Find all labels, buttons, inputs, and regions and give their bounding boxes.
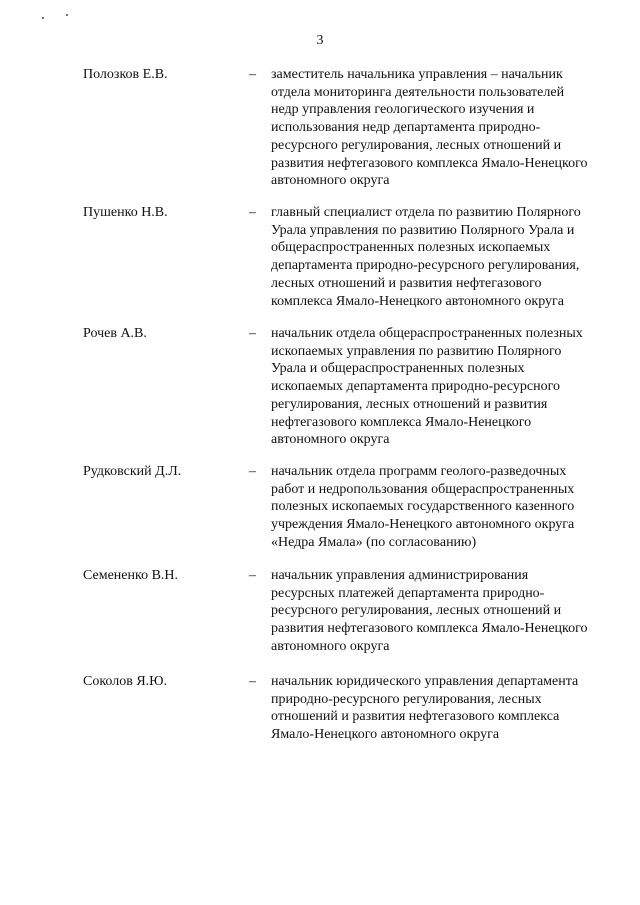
description-line: Урала управления по развитию Полярного Урала и bbox=[271, 222, 575, 238]
entry-description bbox=[271, 673, 578, 744]
entry-name: Рочев А.В. bbox=[83, 326, 147, 341]
description-line: ископаемых управления по развитию Полярного bbox=[271, 343, 562, 359]
description-line: начальник отдела программ геолого-разведочных bbox=[271, 464, 567, 479]
description-line: полезных ископаемых государственного казенного bbox=[271, 499, 575, 515]
entry-dash: – bbox=[249, 464, 256, 479]
entry-dash: – bbox=[249, 326, 256, 341]
entry-description bbox=[271, 66, 588, 190]
description-line: начальник юридического управления департамента bbox=[271, 674, 579, 689]
description-line: природно-ресурсного регулирования, лесных bbox=[271, 691, 542, 707]
description-line: развития нефтегазового комплекса Ямало-Ненецкого bbox=[271, 155, 588, 171]
entry-name: Соколов Я.Ю. bbox=[83, 674, 168, 689]
description-line: начальник управления администрирования bbox=[271, 568, 529, 583]
entry-name: Рудковский Д.Л. bbox=[83, 464, 182, 479]
description-line: комплекса Ямало-Ненецкого автономного округа bbox=[271, 293, 564, 309]
scan-speck bbox=[42, 17, 44, 19]
description-line: учреждения Ямало-Ненецкого автономного округа bbox=[271, 517, 575, 533]
description-line: развития нефтегазового комплекса Ямало-Ненецкого bbox=[271, 621, 588, 637]
page-number: 3 bbox=[316, 33, 324, 48]
description-line: Ямало-Ненецкого автономного округа bbox=[271, 727, 500, 743]
entry-dash: – bbox=[249, 568, 256, 583]
description-line: лесных отношений и развития нефтегазового bbox=[271, 275, 542, 291]
entry-description bbox=[271, 325, 583, 449]
description-line: недр управления геологического изучения и bbox=[271, 102, 535, 118]
description-line: отдела мониторинга деятельности пользователей bbox=[271, 84, 565, 100]
entry-name: Семененко В.Н. bbox=[83, 568, 179, 583]
description-line: отношений и развития нефтегазового комплекса bbox=[271, 709, 560, 725]
scan-speck bbox=[66, 14, 68, 16]
description-line: общераспространенных полезных ископаемых bbox=[271, 240, 551, 256]
entry-dash: – bbox=[249, 67, 256, 82]
description-line: начальник отдела общераспространенных полезных bbox=[271, 326, 583, 341]
description-line: автономного округа bbox=[271, 638, 390, 654]
description-line: нефтегазового комплекса Ямало-Ненецкого bbox=[271, 414, 532, 430]
description-line: «Недра Ямала» (по согласованию) bbox=[271, 534, 477, 550]
description-line: ископаемых департамента природно-ресурсного bbox=[271, 379, 560, 395]
description-line: ресурсных платежей департамента природно- bbox=[271, 585, 545, 601]
entry-description bbox=[271, 463, 574, 552]
entry-description bbox=[271, 204, 581, 310]
description-line: автономного округа bbox=[271, 432, 390, 448]
entry-dash: – bbox=[249, 205, 256, 220]
description-line: ресурсного регулирования, лесных отношений и bbox=[271, 137, 562, 153]
description-line: ресурсного регулирования, лесных отношений и bbox=[271, 603, 562, 619]
description-line: департамента природно-ресурсного регулирования, bbox=[271, 258, 580, 274]
description-line: главный специалист отдела по развитию Полярного bbox=[271, 205, 581, 220]
entry-name: Пушенко Н.В. bbox=[83, 205, 168, 220]
description-line: автономного округа bbox=[271, 173, 390, 189]
description-line: Урала и общераспространенных полезных bbox=[271, 361, 525, 377]
description-line: использования недр департамента природно- bbox=[271, 120, 541, 136]
entry-description bbox=[271, 567, 588, 656]
description-line: заместитель начальника управления – начальник bbox=[271, 67, 563, 82]
entry-dash: – bbox=[249, 674, 256, 689]
description-line: регулирования, лесных отношений и развития bbox=[271, 396, 548, 412]
entry-name: Полозков Е.В. bbox=[83, 67, 168, 82]
description-line: работ и недропользования общераспространенных bbox=[271, 481, 575, 497]
